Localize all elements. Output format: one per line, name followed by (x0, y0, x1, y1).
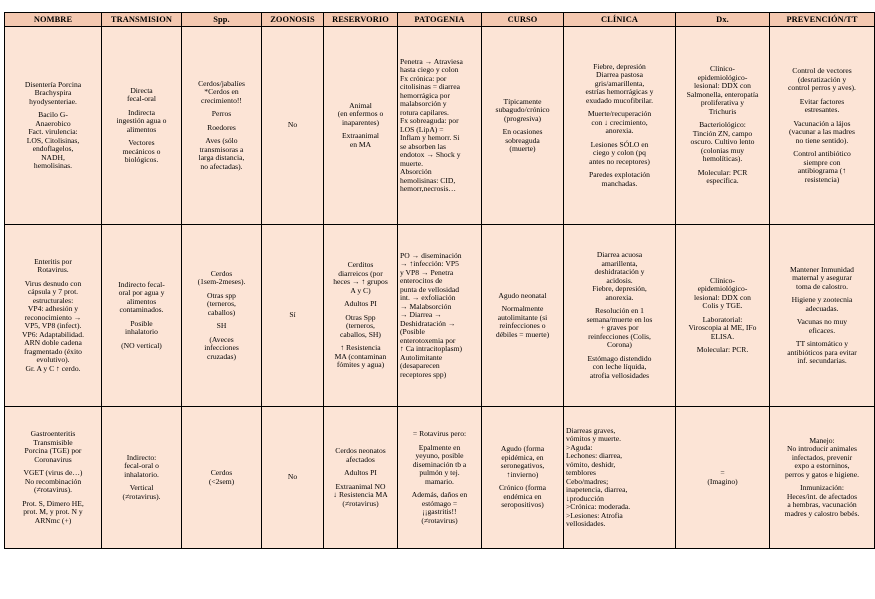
cell-line: y VP8 → Penetra (400, 267, 454, 277)
cell-dx (676, 225, 770, 407)
cell-line: >Aguda: (566, 442, 593, 452)
cell-reservorio (324, 225, 398, 407)
cell-line: con ↓ crecimiento, (591, 117, 648, 127)
cell-line: reinfecciones (Colis, (588, 331, 651, 341)
cell-line: Porcina (TGE) por (24, 446, 82, 455)
cell-line: MA (contaminan (334, 351, 387, 361)
cell-line: Salmonella, enteropatía (686, 89, 759, 99)
cell-line: (≠rotavirus) (342, 498, 379, 508)
cell-line: Virus desnudo con (24, 278, 82, 288)
cell-line: inhalatorio (125, 327, 158, 337)
cell-line: Molecular: PCR (697, 167, 748, 177)
cell-line: Bacteriológico: (699, 120, 746, 130)
cell-line: maternal y asegurar (792, 273, 852, 282)
cell-line: perros y gatos e higiene. (784, 469, 860, 479)
cell-reservorio (324, 27, 398, 225)
cell-line: ELISA. (710, 331, 735, 341)
cell-line: (colonias muy (700, 145, 745, 155)
cell-line: Sí (289, 310, 296, 320)
cell-line: hemolíticas). (702, 154, 743, 164)
cell-line: citolisinas = diarrea (400, 82, 460, 91)
cell-line: madres y calostro bebés. (784, 508, 860, 518)
cell-line: (≠rotavirus). (122, 491, 161, 501)
cell-line: antibiograma (↑ (797, 166, 847, 175)
cell-line: *Cerdos en (204, 87, 239, 97)
cell-line: Animal (349, 100, 372, 110)
cell-line: hemolisinas. (33, 161, 73, 170)
cell-line: LOS (LipA) = (400, 124, 444, 134)
cell-line: enterocitos de (400, 276, 443, 286)
cell-line: con leche líquida, (592, 362, 647, 371)
cell-line: lesional: DDX con (694, 81, 751, 91)
cell-line: Disentería Porcina (24, 79, 82, 89)
header-dx: Dx. (676, 13, 770, 27)
cell-line: hasta ciego y colon (400, 65, 459, 74)
cell-line: → Malabsorción (400, 301, 452, 311)
cell-line: Vectores (128, 138, 155, 147)
cell-line: Laboratorial: (702, 314, 743, 324)
cell-line: TT sintomático y (795, 339, 849, 348)
cell-line: Paredes explotación (589, 170, 650, 180)
cell-line: Penetra → Atraviesa (400, 56, 463, 66)
cell-line: Extraanimal (341, 131, 380, 141)
cell-line: ↑ Ca intracitoplasm) (400, 344, 462, 354)
cell-line: prot. M, y prot. N y (23, 507, 83, 516)
cell-line: amarillenta, (601, 258, 638, 268)
cell-line: (<2sem) (208, 476, 235, 486)
cell-line: A y C) (350, 285, 371, 295)
cell-line: Absorción (400, 167, 432, 176)
table-row (5, 225, 875, 407)
cell-line: Fiebre, depresión, (592, 284, 647, 293)
header-reservorio: RESERVORIO (324, 13, 398, 27)
cell-line: ¡¡gastritis!! (422, 507, 457, 516)
cell-line: Autolimitante (400, 352, 443, 362)
cell-line: transmisoras a (199, 144, 244, 154)
cell-line: control perros y aves). (788, 83, 856, 92)
cell-line: cápsula y 7 prot. (27, 287, 79, 297)
cell-line: gris/amarillenta, (594, 78, 645, 88)
disease-table (4, 12, 875, 549)
cell-nombre (5, 27, 102, 225)
cell-line: Cerdos (210, 468, 233, 477)
cell-line: → Diarrea → (400, 310, 442, 320)
cell-line: Posible (130, 318, 153, 328)
cell-line: heces → ↑ grupos (333, 277, 388, 287)
cell-line: infecciones (204, 343, 239, 353)
cell-line: exudado mucofibrilar. (585, 95, 654, 105)
cell-line: anorexia. (605, 126, 634, 136)
cell-line: temblores (566, 468, 596, 477)
cell-line: Viroscopia al ME, IFo (688, 323, 757, 332)
cell-line: Típicamente (503, 96, 542, 106)
cell-line: + graves por (600, 323, 639, 332)
cell-transmision (102, 225, 182, 407)
cell-line: antes no receptores) (589, 156, 650, 166)
cell-line: Resolución en 1 (595, 306, 644, 315)
cell-line: Aves (sólo (205, 136, 238, 146)
cell-line: expo a estorninos, (794, 461, 850, 471)
cell-line: Brachyspira (34, 88, 72, 97)
cell-line: eficaces. (808, 325, 836, 335)
cell-line: fecal-oral (126, 94, 157, 103)
cell-line: Vertical (129, 483, 154, 493)
cell-line: Mantener Inmunidad (790, 264, 854, 274)
cell-curso (482, 27, 564, 225)
cell-line: caballos) (207, 307, 236, 317)
cell-line: PO → diseminación (400, 250, 462, 260)
cell-line: >Crónica: moderada. (566, 502, 631, 511)
header-clinica: CLÍNICA (564, 13, 676, 27)
cell-line: Heces/int. de afectados (786, 491, 858, 501)
cell-line: ARN doble cadena (24, 338, 82, 348)
cell-line: antibióticos para evitar (787, 347, 857, 357)
cell-line: reinfecciones o (499, 321, 546, 331)
cell-line: inhalatorio. (124, 469, 159, 479)
cell-line: (desratización y (797, 74, 847, 84)
cell-line: hemolisinas: CID, (400, 175, 456, 185)
cell-line: (desaparecen (400, 361, 440, 371)
cell-line: no afectadas). (200, 161, 243, 171)
cell-patogenia (398, 27, 482, 225)
cell-line: Extraanimal NO (335, 481, 386, 491)
cell-line: receptores spp) (400, 369, 447, 379)
header-transmision: TRANSMISION (102, 13, 182, 27)
cell-line: (Posible (400, 327, 425, 337)
cell-line: Inflam y hemorr. Si (400, 133, 460, 142)
cell-line: → ↑infección: VP5 (400, 259, 459, 269)
cell-line: Deshidratación → (400, 318, 456, 328)
cell-spp (182, 407, 262, 549)
cell-line: LOS, Citolisinas, (26, 135, 80, 145)
cell-reservorio (324, 407, 398, 549)
cell-line: ciego y colon (pq (593, 148, 646, 158)
cell-curso (482, 225, 564, 407)
cell-line: VP6: Adaptabilidad. (21, 329, 84, 339)
cell-line: Clínico- (710, 275, 735, 285)
cell-line: En ocasiones (502, 127, 543, 136)
cell-line: Fx crónica: por (400, 73, 447, 83)
cell-line: (vacunar a las madres (789, 127, 855, 136)
header-prevencion: PREVENCIÓN/TT (770, 13, 875, 27)
cell-line: crecimiento!! (201, 95, 242, 105)
cell-line: epidemiológico- (697, 72, 748, 82)
cell-line: inaparentes) (341, 117, 380, 127)
cell-line: ↓ Resistencia MA (333, 490, 388, 499)
cell-line: Cerdos (210, 268, 233, 278)
cell-line: estómago = (421, 498, 458, 508)
cell-clinica (564, 27, 676, 225)
cell-line: oscuro. Cultivo lento (690, 137, 755, 147)
cell-line: caballos, SH) (340, 329, 381, 339)
cell-line: (muerte) (509, 144, 536, 153)
cell-line: enterotoxemia por (400, 335, 456, 345)
cell-line: vellosidades. (566, 519, 606, 528)
cell-line: diarreicos (por (338, 268, 383, 278)
cell-line: NADH, (41, 152, 65, 162)
cell-line: reconocimiento → (24, 312, 82, 322)
cell-line: ↑ Resistencia (340, 343, 381, 353)
cell-line: (≠rotavirus). (33, 485, 73, 494)
cell-line: Evitar factores (799, 96, 845, 106)
cell-line: Control antibiótico (793, 149, 851, 158)
cell-line: hemorr,necrosis… (400, 184, 456, 193)
cell-line: Indirecta (128, 107, 155, 117)
cell-line: Perros (211, 109, 232, 119)
cell-line: Además, daños en (411, 490, 468, 499)
cell-line: rotura capilares. (400, 107, 449, 117)
cell-line: infectados, prevenir (791, 452, 853, 462)
cell-line: fecal-oral o (124, 461, 159, 471)
cell-line: Diarreas graves, (566, 425, 616, 435)
cell-line: Lesiones SÓLO en (590, 139, 649, 149)
cell-line: específica. (706, 176, 739, 186)
cell-line: yeyuno, posible (415, 451, 464, 460)
cell-dx (676, 407, 770, 549)
cell-line: (terneros, (207, 299, 236, 309)
cell-line: Transmisible (33, 437, 73, 447)
cell-line: SH (216, 321, 227, 331)
cell-line: Cerdos/jabalíes (198, 78, 245, 88)
cell-line: Corona) (607, 340, 632, 349)
cell-line: vómito, deshidr, (566, 459, 616, 469)
cell-line: oral por agua y (118, 288, 165, 298)
header-nombre: NOMBRE (5, 13, 102, 27)
cell-line: se absorben las (400, 141, 446, 151)
cell-line: Agudo (forma (500, 444, 545, 454)
cell-line: Prot. S, Dimero HE, (22, 498, 84, 508)
cell-line: Manejo: (809, 435, 835, 445)
cell-line: en MA (349, 139, 372, 149)
cell-line: VP4: adhesión y (27, 304, 79, 314)
cell-line: Colis y TGE. (702, 301, 743, 310)
cell-line: Indirecto: (126, 452, 157, 462)
cell-line: Directa (130, 85, 153, 95)
cell-line: Lechones: diarrea, (566, 451, 623, 460)
cell-line: >Lesiones: Atrofia (566, 510, 623, 520)
cell-line: VP5, VP8 (infect). (24, 321, 82, 331)
cell-line: estrías hemorrágicas y (585, 87, 654, 97)
cell-line: alimentos (126, 124, 157, 134)
cell-line: Diarrea pastosa (595, 70, 644, 80)
cell-line: (Imagino) (707, 476, 738, 486)
cell-line: muerte. (400, 158, 423, 168)
cell-line: alimentos (126, 296, 157, 306)
cell-line: (NO vertical) (121, 340, 162, 350)
cell-line: Clínico- (710, 64, 735, 74)
cell-line: Crónico (forma (498, 483, 547, 493)
cell-zoonosis (262, 407, 324, 549)
cell-line: endotox → Shock y (400, 150, 461, 159)
cell-line: inf. secundarias. (797, 356, 847, 365)
cell-clinica (564, 225, 676, 407)
cell-line: autolimitante (si (497, 312, 548, 322)
cell-line: (1sem-2meses). (197, 277, 246, 287)
cell-line: Indirecto fecal- (118, 279, 165, 289)
cell-line: pulmón y tej. (419, 468, 460, 477)
cell-line: int. → exfoliación (400, 293, 456, 303)
cell-line: mamario. (425, 476, 454, 486)
cell-line: Estómago distendido (587, 353, 652, 363)
cell-line: estresantes. (804, 105, 840, 114)
cell-line: estructurales: (32, 295, 74, 305)
header-spp: Spp. (182, 13, 262, 27)
cell-dx (676, 27, 770, 225)
cell-line: Trichuris (708, 106, 737, 116)
cell-line: acidosis. (606, 275, 633, 285)
cell-line: (≠rotavirus) (421, 515, 458, 525)
cell-clinica (564, 407, 676, 549)
cell-line: Adultos PI (344, 468, 377, 477)
cell-line: siempre con (803, 157, 841, 167)
cell-line: ingestión agua o (116, 116, 167, 125)
cell-line: Fiebre, depresión (593, 61, 646, 71)
cell-line: diseminación tb a (412, 459, 467, 469)
cell-line: (Aveces (209, 334, 234, 344)
cell-patogenia (398, 407, 482, 549)
cell-prevencion (770, 27, 875, 225)
cell-line: afectados (346, 454, 375, 464)
cell-patogenia (398, 225, 482, 407)
cell-line: ↓producción (566, 493, 604, 503)
cell-line: Molecular: PCR. (696, 345, 749, 354)
cell-line: Adultos PI (344, 299, 377, 309)
cell-line: malabsorción y (400, 99, 447, 108)
cell-line: cruzadas) (206, 351, 237, 361)
cell-spp (182, 27, 262, 225)
cell-line: Cerdos neonatos (335, 446, 386, 455)
cell-line: proliferativa y (700, 98, 745, 108)
cell-line: contaminados. (119, 305, 164, 315)
cell-line: deshidratación y (594, 267, 645, 276)
cell-line: Anaerobico (35, 118, 71, 128)
cell-line: hemorrágica por (400, 90, 450, 100)
cell-prevencion (770, 407, 875, 549)
cell-line: toma de calostro. (795, 281, 849, 291)
cell-line: adecuadas. (805, 303, 839, 313)
cell-line: subagudo/crónico (495, 105, 550, 114)
cell-line: hyodysenteriae. (29, 96, 77, 106)
cell-line: VGET (virus de…) (23, 468, 83, 477)
table-body (5, 27, 875, 549)
cell-nombre (5, 407, 102, 549)
cell-line: epidémica, en (501, 452, 544, 462)
cell-line: seronegativos, (500, 461, 545, 471)
header-curso: CURSO (482, 13, 564, 27)
cell-line: inapetencia, diarrea, (566, 485, 628, 494)
cell-line: Bacilo G- (38, 110, 68, 119)
cell-line: Otras Spp (345, 312, 376, 322)
cell-line: sobreaguda (505, 135, 540, 145)
cell-prevencion (770, 225, 875, 407)
cell-line: No introducir animales (786, 444, 857, 454)
cell-line: endoflagelos, (32, 144, 74, 153)
cell-line: (en enfermos o (337, 109, 384, 119)
cell-line: Gastroenteritis (30, 429, 76, 438)
cell-zoonosis (262, 27, 324, 225)
cell-line: Enteritis por (34, 256, 72, 266)
cell-line: Epalmente en (418, 442, 461, 452)
cell-line: resistencia) (804, 174, 840, 184)
table-row (5, 27, 875, 225)
cell-line: Normalmente (501, 304, 544, 314)
cell-line: Otras spp (207, 290, 236, 300)
cell-line: endémica en (503, 491, 542, 501)
cell-line: No (287, 472, 298, 482)
cell-line: lesional: DDX con (694, 292, 751, 302)
cell-line: mecánicos o (122, 146, 161, 156)
cell-line: = Rotavirus pero: (412, 429, 467, 438)
cell-line: seropositivos) (501, 500, 544, 510)
cell-line: Coronavirus (34, 454, 72, 464)
header-row (5, 13, 875, 27)
cell-line: débiles = muerte) (495, 329, 550, 339)
cell-line: Cebo/madres; (566, 476, 609, 486)
cell-line: atrofia vellosidades (589, 370, 650, 380)
cell-line: Diarrea acuosa (596, 250, 643, 259)
cell-line: fragmentado (éxito (24, 346, 82, 356)
cell-line: evolutivo). (36, 355, 70, 365)
cell-line: fómites y agua) (336, 360, 385, 370)
cell-line: Roedores (207, 122, 236, 132)
cell-line: Inmunización: (800, 483, 844, 493)
cell-line: ↑invierno) (506, 469, 539, 479)
cell-line: anorexia. (605, 292, 634, 302)
header-zoonosis: ZOONOSIS (262, 13, 324, 27)
cell-line: vómitos y muerte. (566, 434, 622, 443)
cell-line: Rotavirus. (37, 265, 69, 275)
cell-line: Fx sobreaguda: por (400, 116, 459, 125)
cell-line: Control de vectores (792, 66, 852, 75)
cell-line: Vacunación a lájos (793, 118, 851, 128)
cell-spp (182, 225, 262, 407)
cell-line: Vacunas no muy (796, 317, 848, 326)
cell-line: biológicos. (124, 155, 159, 164)
cell-line: Fact. virulencia: (28, 127, 78, 136)
cell-line: punta de vellosidad (400, 284, 460, 294)
cell-line: Gr. A y C ↑ cerdo. (25, 363, 81, 373)
cell-line: no tiene sentido). (795, 135, 849, 145)
cell-line: Muerte/recuperación (587, 109, 652, 119)
cell-line: a hembras, vacunación (787, 500, 857, 510)
cell-line: semana/muerte en los (586, 314, 653, 324)
cell-curso (482, 407, 564, 549)
cell-transmision (102, 407, 182, 549)
table-row (5, 407, 875, 549)
cell-nombre (5, 225, 102, 407)
cell-line: larga distancia, (198, 153, 245, 163)
cell-line: No recombinación (24, 476, 82, 486)
cell-line: (terneros, (346, 321, 375, 331)
cell-transmision (102, 27, 182, 225)
cell-line: Tinción ZN, campo (692, 128, 753, 138)
cell-line: Agudo neonatal (498, 290, 547, 300)
cell-line: = (720, 468, 725, 477)
cell-line: epidemiológico- (697, 284, 748, 293)
cell-line: (progresiva) (503, 113, 542, 123)
cell-line: manchadas. (601, 178, 638, 188)
cell-line: Cerditos (347, 260, 374, 270)
header-patogenia: PATOGENIA (398, 13, 482, 27)
cell-line: No (287, 120, 298, 130)
cell-zoonosis (262, 225, 324, 407)
cell-line: ARNmc (+) (34, 515, 72, 525)
cell-line: Higiene y zootecnia (791, 295, 853, 304)
